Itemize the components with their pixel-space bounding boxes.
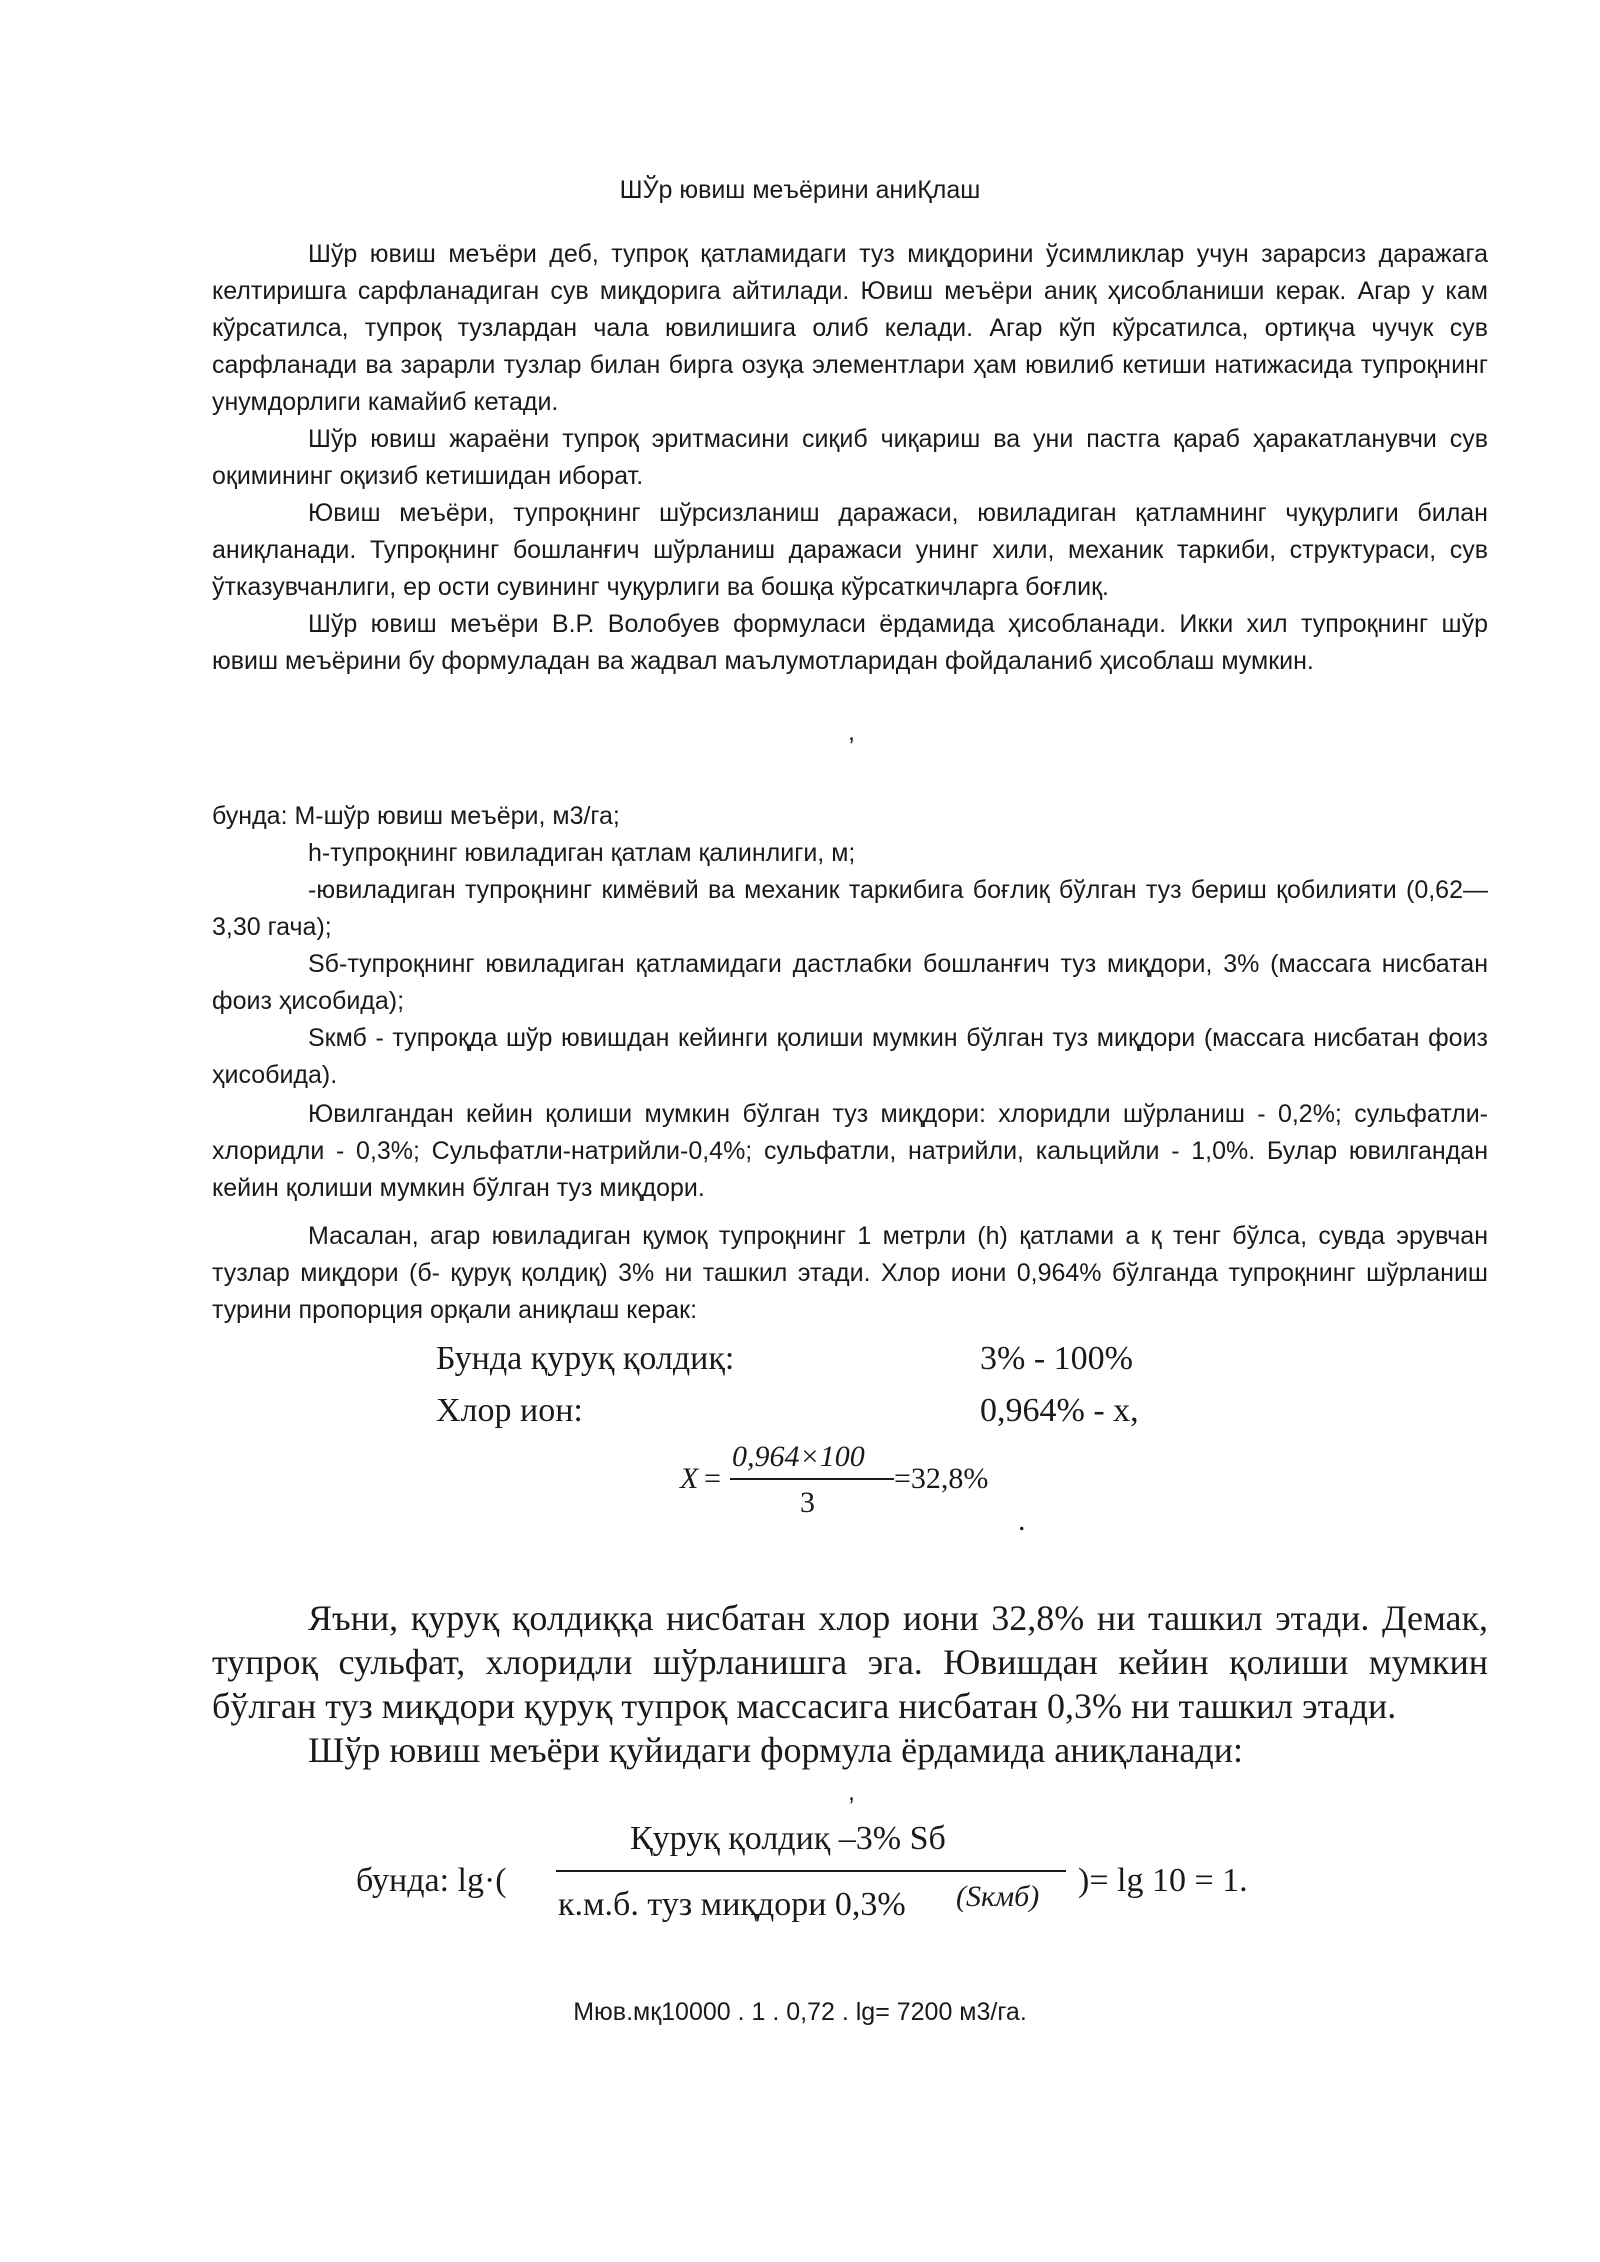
paragraph-conclusion: Яъни, қуруқ қолдиққа нисбатан хлор иони 32,8% ни ташкил этади. Демак, тупроқ сульфат, хлоридли шўрланишга эга. Ювишдан кейин қолиши мумкин бўлган туз миқдори қуруқ тупроқ массасига нисбатан 0,3% ни ташкил этади.	[212, 1598, 1488, 1726]
paragraph-process: Шўр ювиш жараёни тупроқ эритмасини сиқиб чиқариш ва уни пастга қараб ҳаракатланувчи сув оқимининг оқизиб кетишидан иборат.	[212, 425, 1488, 490]
page-title: ШЎр ювиш меъёрини аниҚлаш	[619, 176, 981, 204]
log-formula-suffix: )= lg 10 = 1.	[1078, 1862, 1248, 1899]
fraction-result: =32,8%	[894, 1462, 989, 1495]
definition-skmb: Sкмб - тупроқда шўр ювишдан кейинги қолиши мумкин бўлган туз миқдори (массага нисбатан фоиз ҳисобида).	[212, 1024, 1488, 1089]
formula-placeholder-comma: ,	[848, 718, 855, 746]
definition-alpha: -ювиладиган тупроқнинг кимёвий ва механик таркибига боғлиқ бўлган туз бериш қобилияти (0,62—3,30 гача);	[212, 876, 1488, 941]
proportion-row2-value: 0,964% - x,	[980, 1392, 1139, 1429]
paragraph-factors: Ювиш меъёри, тупроқнинг шўрсизланиш даражаси, ювиладиган қатламнинг чуқурлиги билан аниқланади. Тупроқнинг бошланғич шўрланиш даражаси унинг хили, механик таркиби, структураси, сув ўтказувчанлиги, ер ости сувининг чуқурлиги ва бошқа кўрсаткичларга боғлиқ.	[212, 499, 1488, 601]
proportion-row1-label: Бунда қуруқ қолдиқ:	[436, 1340, 735, 1377]
log-formula-prefix: бунда: lg·(	[356, 1862, 507, 1899]
remaining-salt-text	[212, 1096, 1488, 1207]
paragraph-volobuev: Шўр ювиш меъёри В.Р. Волобуев формуласи ёрдамида ҳисобланади. Икки хил тупроқнинг шўр ювиш меъёрини бу формуладан ва жадвал маълумотларидан фойдаланиб ҳисоблаш мумкин.	[212, 610, 1488, 675]
log-formula-bar	[556, 1870, 1066, 1872]
paragraph-formula-intro: Шўр ювиш меъёри қуйидаги формула ёрдамида аниқланади:	[308, 1730, 1243, 1770]
fraction-equals: =	[704, 1462, 721, 1495]
example-text	[212, 1218, 1488, 1329]
definition-lead: бунда: М-шўр ювиш меъёри, м3/га;	[212, 802, 620, 830]
log-formula-numerator: Қуруқ қолдиқ –3% Sб	[630, 1820, 946, 1857]
paragraph-example: Масалан, агар ювиладиган қумоқ тупроқнинг 1 метрли (h) қатлами a қ тенг бўлса, сувда эрувчан тузлар миқдори (б- қуруқ қолдиқ) 3% ни ташкил этади. Хлор иони 0,964% бўлганда тупроқнинг шўрланиш турини пропорция орқали аниқлаш керак:	[212, 1222, 1488, 1324]
intro-text	[212, 236, 1488, 680]
definitions-block	[212, 798, 1488, 1094]
paragraph-remaining: Ювилгандан кейин қолиши мумкин бўлган туз миқдори: хлоридли шўрланиш - 0,2%; сульфатли-хлоридли - 0,3%; Сульфатли-натрийли-0,4%; сульфатли, натрийли, кальцийли - 1,0%. Булар ювилгандан кейин қолиши мумкин бўлган туз миқдори.	[212, 1100, 1488, 1202]
fraction-lhs: X	[680, 1462, 699, 1495]
proportion-row2-label: Хлор ион:	[436, 1392, 583, 1429]
fraction-bar	[730, 1478, 894, 1480]
final-calculation: Мюв.мқ10000 . 1 . 0,72 . lg= 7200 м3/га.	[573, 1998, 1027, 2026]
paragraph-definition: Шўр ювиш меъёри деб, тупроқ қатламидаги туз миқдорини ўсимликлар учун зарарсиз даражага келтиришга сарфланадиган сув миқдорига айтилади. Ювиш меъёри аниқ ҳисобланиши керак. Агар у кам кўрсатилса, тупроқ тузлардан чала ювилишига олиб келади. Агар кўп кўрсатилса, ортиқча чучук сув сарфланади ва зарарли тузлар билан бирга озуқа элементлари ҳам ювилиб кетиши натижасида тупроқнинг унумдорлиги камайиб кетади.	[212, 240, 1488, 416]
fraction-numerator: 0,964×100	[732, 1440, 865, 1473]
fraction-denominator: 3	[800, 1486, 815, 1519]
formula2-placeholder-comma: ,	[848, 1778, 855, 1806]
skmb-symbol: (Sкмб)	[956, 1880, 1040, 1913]
log-formula-denominator: к.м.б. туз миқдори 0,3%	[558, 1886, 906, 1923]
fraction-dot: .	[1018, 1504, 1026, 1537]
proportion-row1-value: 3% - 100%	[980, 1340, 1133, 1377]
conclusion-text	[212, 1596, 1488, 1772]
definition-h: h-тупроқнинг ювиладиган қатлам қалинлиги, м;	[308, 839, 856, 867]
definition-sb: Sб-тупроқнинг ювиладиган қатламидаги дастлабки бошланғич туз миқдори, 3% (массага нисбатан фоиз ҳисобида);	[212, 950, 1488, 1015]
